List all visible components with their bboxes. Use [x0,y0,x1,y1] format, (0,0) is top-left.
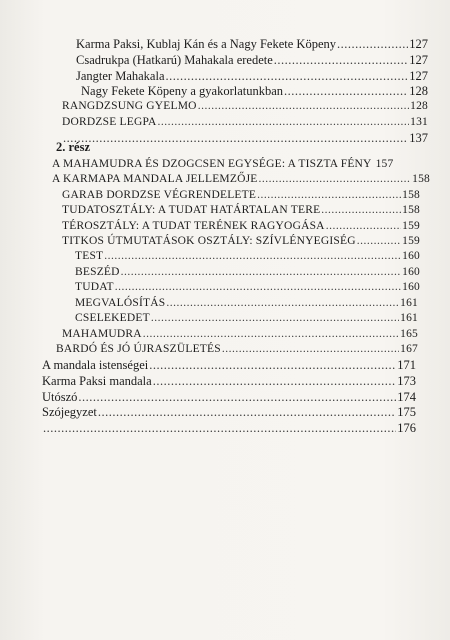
toc-entry [76,37,428,51]
toc-entry-label: RANGDZSUNG GYELMO [62,100,197,112]
toc-entry-label: Karma Paksi mandala [42,374,152,388]
dot-leader [149,358,396,372]
toc-entry-label: Utószó [42,390,78,404]
toc-entry-page: 174 [397,390,416,404]
toc-entry-page: 176 [397,421,416,435]
toc-entry [42,421,416,435]
dot-leader [321,203,401,217]
dot-leader [284,84,408,98]
toc-entry-page: 159 [402,235,420,247]
dot-leader [337,37,408,51]
dot-leader [63,131,408,145]
toc-entry-label: Szójegyzet [42,405,97,419]
toc-entry [75,280,420,294]
dot-leader [78,390,396,404]
dot-leader [158,115,410,129]
toc-entry [75,296,418,310]
toc-entry [75,249,420,263]
toc-entry-label: MEGVALÓSÍTÁS [75,297,166,309]
toc-entry [62,203,420,217]
toc-entry-label: Nagy Fekete Köpeny a gyakorlatunkban [81,84,284,98]
toc-entry [75,265,420,279]
toc-entry-label: GARAB DORDZSE VÉGRENDELETE [62,189,257,201]
toc-entry [52,157,430,171]
dot-leader [326,219,401,233]
dot-leader [166,296,399,310]
dot-leader [115,280,401,294]
dot-leader [143,327,399,341]
toc-entry-page: 161 [400,297,418,309]
toc-entry-label: TUDAT [75,281,114,293]
toc-entry-page: 160 [402,281,420,293]
toc-entry-label: BESZÉD [75,266,120,278]
toc-entry-page: 128 [409,84,428,98]
toc-entry-page: 158 [402,204,420,216]
toc-entry [42,390,416,404]
toc-entry [76,53,428,67]
toc-entry [62,131,428,145]
toc-entry [75,311,418,325]
dot-leader [222,342,399,356]
toc-entry-page: 171 [397,358,416,372]
dot-leader [153,374,397,388]
toc-entry-label: BARDÓ ÉS JÓ ÚJRASZÜLETÉS [56,343,221,355]
toc-entry-label: CSELEKEDET [75,312,150,324]
toc-entry-label: A mandala istenségei [42,358,149,372]
dot-leader [98,405,396,419]
dot-leader [43,421,396,435]
dot-leader [357,234,401,248]
toc-entry [52,172,430,186]
dot-leader [274,53,408,67]
toc-entry [62,327,418,341]
toc-entry [62,188,420,202]
toc-entry-page: 167 [400,343,418,355]
toc-entry [42,405,416,419]
toc-entry-page: 127 [409,37,428,51]
dot-leader [259,172,412,186]
toc-entry-label: TÉROSZTÁLY: A TUDAT TERÉNEK RAGYOGÁSA [62,220,325,232]
dot-leader [257,188,401,202]
toc-entry-label: A MAHAMUDRA ÉS DZOGCSEN EGYSÉGE: A TISZTA FÉNY [52,158,372,170]
toc-entry [81,84,428,98]
toc-entry-label: A KARMAPA MANDALA JELLEMZŐJE [52,173,258,185]
toc-entry-label: TEST [75,250,104,262]
toc-entry-page: 160 [402,266,420,278]
toc-entry-label: Jangter Mahakala [76,69,165,83]
toc-entry-label: Csadrukpa (Hatkarú) Mahakala eredete [76,53,273,67]
dot-leader [198,99,409,113]
toc-entry-label: MAHAMUDRA [62,328,142,340]
toc-entry [56,342,418,356]
toc-entry [42,358,416,372]
toc-entry-page: 158 [402,189,420,201]
toc-entry-page: 165 [400,328,418,340]
toc-entry-page: 127 [409,53,428,67]
toc-entry [42,374,416,388]
dot-leader [121,265,401,279]
toc-entry-page: 159 [402,220,420,232]
dot-leader [151,311,399,325]
section-title: 2. rész [56,140,91,154]
toc-entry-label: Karma Paksi, Kublaj Kán és a Nagy Fekete Köpeny [76,37,336,51]
toc-entry-page: 175 [397,405,416,419]
toc-entry-page: 127 [409,69,428,83]
toc-entry-page: 158 [412,173,430,185]
toc-entry-page: 161 [400,312,418,324]
toc-entry-label: DORDZSE LEGPA [62,116,157,128]
toc-entry [62,234,420,248]
toc-entry-label: TITKOS ÚTMUTATÁSOK OSZTÁLY: SZÍVLÉNYEGISÉG [62,235,356,247]
toc-entry-page: 137 [409,131,428,145]
toc-entry-label: TUDATOSZTÁLY: A TUDAT HATÁRTALAN TERE [62,204,321,216]
toc-entry-page: 160 [402,250,420,262]
dot-leader [104,249,401,263]
toc-entry [62,219,420,233]
toc-entry-page: 131 [410,116,428,128]
toc-entry-page: 157 [375,158,394,170]
toc-entry-page: 128 [410,100,428,112]
toc-entry [62,99,428,113]
dot-leader [166,69,409,83]
toc-entry-page: 173 [397,374,416,388]
toc-entry [62,115,428,129]
toc-entry [76,69,428,83]
